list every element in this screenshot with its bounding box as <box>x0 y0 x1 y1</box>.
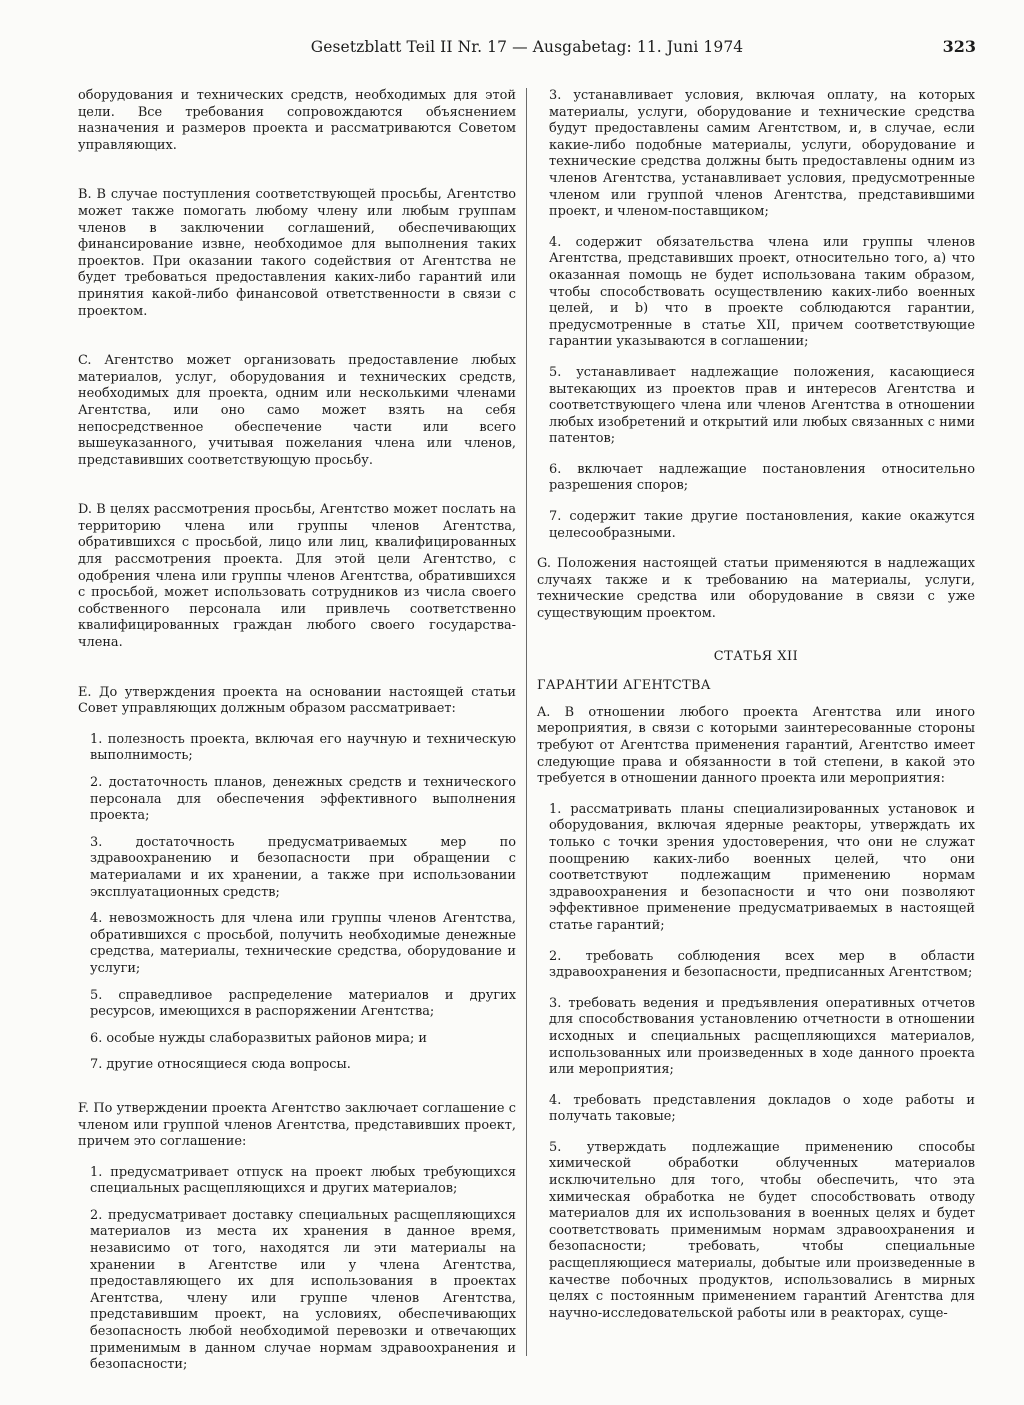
paragraph-d: D. В целях рассмотрения просьбы, Агентство может послать на территорию члена или группы членов Агентства, обратившихся с просьбой, лицо или лиц, квалифицированных для рассмотрения проекта. Для этой цели Агентство, с одобрения члена или группы членов Агентства, обратившихся с просьбой, может использовать сотрудников из числа своего собственного персонала или привлечь соответственно квалифицированных граждан любого своего государства-члена. <box>78 502 516 651</box>
list-item: 4. требовать представления докладов о ходе работы и получать таковые; <box>549 1092 975 1125</box>
list-item: 1. полезность проекта, включая его научную и техническую выполнимость; <box>90 731 516 764</box>
intro-paragraph: оборудования и технических средств, необходимых для этой цели. Все требования сопровождаются объяснением назначения и размеров проекта и рассматриваются Советом управляющих. <box>78 88 516 153</box>
list-item: 2. требовать соблюдения всех мер в области здравоохранения и безопасности, предписанных Агентством; <box>549 948 975 981</box>
paragraph-b: B. В случае поступления соответствующей просьбы, Агентство может также помогать любому члену или любым группам членов в заключении соглашений, обеспечивающих финансирование извне, необходимое для выполнения таких проектов. При оказании такого содействия от Агентства не будет требоваться предоставления каких-либо гарантий или принятия какой-либо финансовой ответственности в связи с проектом. <box>78 187 516 319</box>
list-item: 3. устанавливает условия, включая оплату, на которых материалы, услуги, оборудование и технические средства будут предоставлены самим Агентством, и, в случае, если какие-либо подобные материалы, услуги, оборудование и технические средства должны быть предоставлены одним из членов Агентства, устанавливает условия, предусмотренные членом или группой членов Агентства, представившими проект, и членом-поставщиком; <box>549 88 975 220</box>
list-item: 2. предусматривает доставку специальных расщепляющихся материалов из места их хранения в данное время, независимо от того, находятся ли эти материалы на хранении в Агентстве или у члена Агентства, предоставляющего их для использования в проектах Агентства, члену или группе членов Агентства, представившим проект, на условиях, обеспечивающих безопасность любой необходимой перевозки и отвечающих применимым в данном случае нормам здравоохранения и безопасности; <box>90 1207 516 1373</box>
left-column <box>78 88 516 1374</box>
list-item: 3. требовать ведения и предъявления оперативных отчетов для способствования установлению отчетности в отношении исходных и специальных расщепляющихся материалов, использованных или произведенных в ходе данного проекта или мероприятия; <box>549 995 975 1078</box>
list-item: 7. другие относящиеся сюда вопросы. <box>90 1057 351 1073</box>
running-title: Gesetzblatt Teil II Nr. 17 — Ausgabetag: 11. Juni 1974 <box>310 38 744 56</box>
list-item: 4. невозможность для члена или группы членов Агентства, обратившихся с просьбой, получить необходимые денежные средства, материалы, технические средства, оборудование и услуги; <box>90 911 516 976</box>
list-item: 3. достаточность предусматриваемых мер по здравоохранению и безопасности при обращении с материалами и их хранении, а также при использовании эксплуатационных средств; <box>90 834 516 900</box>
right-column <box>537 88 975 1322</box>
page-number: 323 <box>942 37 976 56</box>
list-item: 4. содержит обязательства члена или группы членов Агентства, представивших проект, относительно того, a) что оказанная помощь не будет использована таким образом, чтобы способствовать осуществлению каких-либо военных целей, и b) что в проекте соблюдаются гарантии, предусмотренные в статье XII, причем соответствующие гарантии указываются в соглашении; <box>549 234 975 350</box>
list-item: 6. особые нужды слаборазвитых районов мира; и <box>90 1030 427 1046</box>
list-item: 1. предусматривает отпуск на проект любых требующихся специальных расщепляющихся и других материалов; <box>90 1164 516 1197</box>
paragraph-f: F. По утверждении проекта Агентство заключает соглашение с членом или группой членов Агентства, представивших проект, причем это соглашение: <box>78 1100 516 1150</box>
paragraph-c: C. Агентство может организовать предоставление любых материалов, услуг, оборудования и технических средств, необходимых для проекта, одним или несколькими членами Агентства, или оно само может взять на себя непосредственное обеспечение части или всего вышеуказанного, учитывая пожелания члена или членов, представивших соответствующую просьбу. <box>78 353 516 468</box>
column-divider <box>526 88 527 1356</box>
article-heading: ГАРАНТИИ АГЕНТСТВА <box>537 678 711 694</box>
paragraph-a: A. В отношении любого проекта Агентства или иного мероприятия, в связи с которыми заинтересованные стороны требуют от Агентства применения гарантий, Агентство имеет следующие права и обязанности в той степени, в какой это требуется в отношении данного проекта или мероприятия: <box>537 704 975 787</box>
paragraph-g: G. Положения настоящей статьи применяются в надлежащих случаях также и к требованию на материалы, услуги, технические средства или оборудование в связи с уже существующим проектом. <box>537 556 975 622</box>
page-header <box>78 38 976 68</box>
list-item: 2. достаточность планов, денежных средств и технического персонала для обеспечения эффективного выполнения проекта; <box>90 775 516 824</box>
list-item: 5. утверждать подлежащие применению способы химической обработки облученных материалов исключительно для того, чтобы обеспечить, что эта химическая обработка не будет способствовать отводу материалов для их использования в военных целях и будет соответствовать применимым нормам здравоохранения и безопасности; требовать, чтобы специальные расщепляющиеся материалы, добытые или произведенные в качестве побочных продуктов, использовались в мирных целях с постоянным применением гарантий Агентства для научно-исследовательской работы или в реакторах, суще- <box>549 1139 975 1321</box>
list-item: 7. содержит такие другие постановления, какие окажутся целесообразными. <box>549 509 975 541</box>
list-item: 5. устанавливает надлежащие положения, касающиеся вытекающих из проектов прав и интересов Агентства и соответствующего члена или членов Агентства в отношении любых изобретений и открытий или любых связанных с ними патентов; <box>549 364 975 447</box>
list-item: 1. рассматривать планы специализированных установок и оборудования, включая ядерные реакторы, утверждать их только с точки зрения удостоверения, что они не служат поощрению каких-либо военных целей, что они соответствуют подлежащим применению нормам здравоохранения и безопасности и что они позволяют эффективное применение предусматриваемых в настоящей статье гарантий; <box>549 801 975 933</box>
article-title: СТАТЬЯ XII <box>713 648 799 664</box>
paragraph-e: E. До утверждения проекта на основании настоящей статьи Совет управляющих должным образом рассматривает: <box>78 684 516 717</box>
list-item: 5. справедливое распределение материалов и других ресурсов, имеющихся в распоряжении Агентства; <box>90 987 516 1020</box>
list-item: 6. включает надлежащие постановления относительно разрешения споров; <box>549 461 975 494</box>
